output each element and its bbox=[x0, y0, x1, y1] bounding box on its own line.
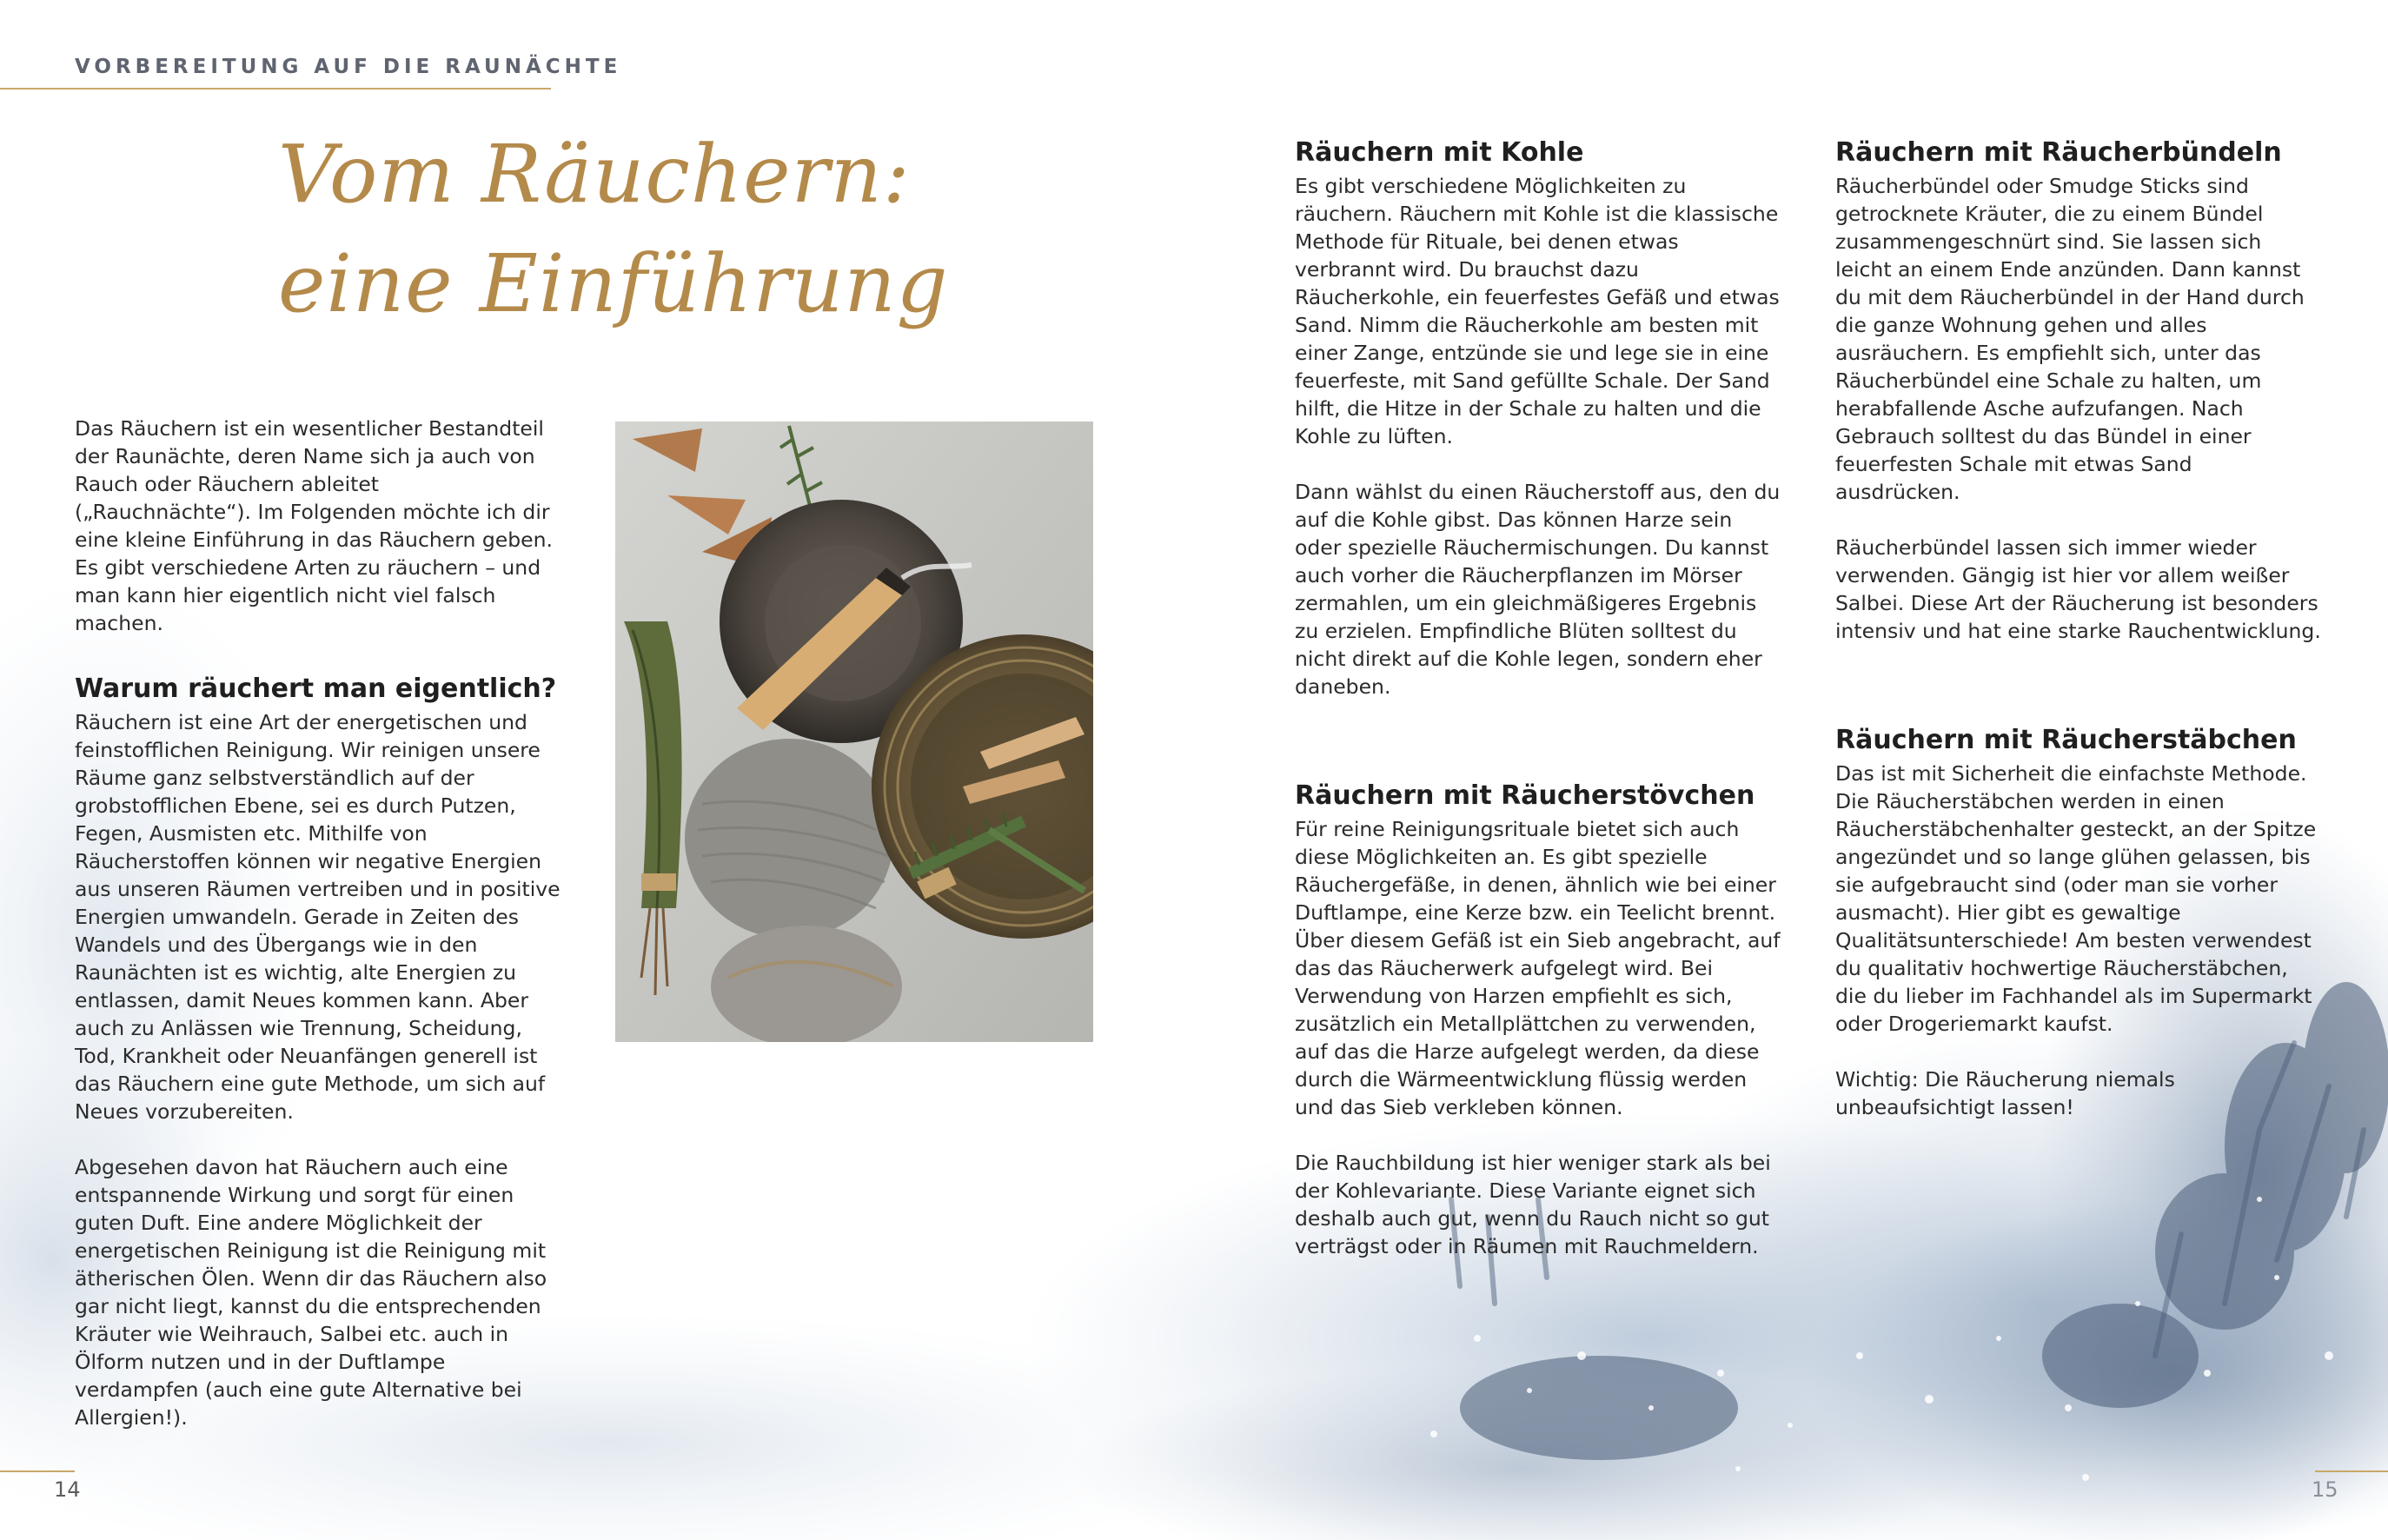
paragraph: Abgesehen davon hat Räuchern auch eine entspannende Wirkung und sorgt für einen guten Duft. Eine andere Möglichkeit der energetischen Reinigung ist die Reinigung mit ätherischen Ölen. Wenn dir das Räuchern also gar nicht liegt, kannst du die entsprechenden Kräuter wie Weihrauch, Salbei etc. auch in Ölform nutzen und in der Duftlampe verdampfen (auch eine gute Alternative bei Allergien!). bbox=[75, 1155, 547, 1430]
spacer bbox=[1835, 673, 2322, 723]
paragraph: Wichtig: Die Räucherung niemals unbeaufsichtigt lassen! bbox=[1835, 1067, 2175, 1119]
intro-paragraph bbox=[75, 415, 561, 665]
paragraph: Räucherbündel oder Smudge Sticks sind getrocknete Kräuter, die zu einem Bündel zusammengeschnürt sind. Sie lassen sich leicht an einem Ende anzünden. Dann kannst du mit dem Räucherbündel in der Hand durch die ganze Wohnung gehen und alles ausräuchern. Es empfiehlt sich, unter das Räucherbündel eine Schale zu halten, um herabfallende Asche aufzufangen. Nach Gebrauch solltest du das Bündel in einer feuerfesten Schale mit etwas Sand ausdrücken. bbox=[1835, 174, 2305, 504]
middle-column bbox=[1295, 136, 1781, 1288]
right-column bbox=[1835, 136, 2322, 1149]
section-heading-stoevchen: Räuchern mit Räucherstövchen bbox=[1295, 780, 1755, 811]
chapter-title bbox=[278, 120, 973, 339]
chapter-title-line-1: Vom Räuchern: bbox=[278, 128, 911, 221]
page-number-right: 15 bbox=[2312, 1477, 2338, 1502]
paragraph: Die Rauchbildung ist hier weniger stark als bei der Kohlevariante. Diese Variante eignet sich deshalb auch gut, wenn du Rauch nicht so gut verträgst oder in Räumen mit Rauchmeldern. bbox=[1295, 1151, 1771, 1258]
paragraph: Es gibt verschiedene Möglichkeiten zu räuchern. Räuchern mit Kohle ist die klassische Methode für Rituale, bei denen etwas verbrannt wird. Du brauchst dazu Räucherkohle, ein feuerfestes Gefäß und etwas Sand. Nimm die Räucherkohle am besten mit einer Zange, entzünde sie und lege sie in eine feuerfeste, mit Sand gefüllte Schale. Der Sand hilft, die Hitze in der Schale zu halten und die Kohle zu lüften. bbox=[1295, 174, 1780, 448]
section-heading-buendel: Räuchern mit Räucherbündeln bbox=[1835, 137, 2282, 168]
spacer bbox=[1295, 728, 1781, 779]
paragraph: Für reine Reinigungsrituale bietet sich auch diese Möglichkeiten an. Es gibt spezielle Räuchergefäße, in denen, ähnlich wie bei einer Duftlampe, eine Kerze bzw. ein Teelicht brennt. Über diesem Gefäß ist ein Sieb angebracht, auf das das Räucherwerk aufgelegt wird. Bei Verwendung von Harzen empfiehlt es sich, zusätzlich ein Metallplättchen zu verwenden, auf das die Harze aufgelegt werden, da diese durch die Wärmeentwicklung flüssig werden und das Sieb verkleben können. bbox=[1295, 817, 1781, 1119]
paragraph: Das ist mit Sicherheit die einfachste Methode. Die Räucherstäbchen werden in einen Räucherstäbchenhalter gesteckt, an der Spitze angezündet und so lange glühen gelassen, bis sie aufgebraucht sind (oder man sie vorher ausmacht). Hier gibt es gewaltige Qualitätsunterschiede! Am besten verwendest du qualitativ hochwertige Räucherstäbchen, die du lieber im Fachhandel als im Supermarkt oder Drogeriemarkt kaufst. bbox=[1835, 761, 2317, 1036]
paragraph: Räucherbündel lassen sich immer wieder verwenden. Gängig ist hier vor allem weißer Salbei. Diese Art der Räucherung ist besonders intensiv und hat eine starke Rauchentwicklung. bbox=[1835, 535, 2321, 643]
header-rule bbox=[0, 88, 551, 90]
paragraph: Dann wählst du einen Räucherstoff aus, den du auf die Kohle gibst. Das können Harze sein oder spezielle Räuchermischungen. Du kannst auch vorher die Räucherpflanzen im Mörser zermahlen, um ein gleichmäßigeres Ergebnis zu erzielen. Empfindliche Blüten solltest du nicht direkt auf die Kohle legen, sondern eher daneben. bbox=[1295, 480, 1781, 699]
chapter-title-line-2: eine Einführung bbox=[278, 237, 949, 330]
intro-text: Das Räuchern ist ein wesentlicher Bestandteil der Raunächte, deren Name sich ja auch von Rauch oder Räuchern ableitet („Rauchnächte“). Im Folgenden möchte ich dir eine kleine Einführung in das Räuchern geben. Es gibt verschiedene Arten zu räuchern – und man kann hier eigentlich nicht viel falsch machen. bbox=[75, 416, 553, 635]
incense-illustration bbox=[615, 422, 1093, 1042]
left-column bbox=[75, 672, 561, 1459]
page-number-left: 14 bbox=[54, 1477, 81, 1502]
incense-photo bbox=[615, 422, 1093, 1042]
running-head: VORBEREITUNG AUF DIE RAUNÄCHTE bbox=[75, 56, 622, 78]
footer-rule-left bbox=[0, 1470, 75, 1472]
section-heading-staebchen: Räuchern mit Räucherstäbchen bbox=[1835, 725, 2297, 755]
section-heading-kohle: Räuchern mit Kohle bbox=[1295, 137, 1584, 168]
section-heading-why: Warum räuchert man eigentlich? bbox=[75, 674, 557, 704]
footer-rule-right bbox=[2315, 1470, 2388, 1472]
paragraph: Räuchern ist eine Art der energetischen und feinstofflichen Reinigung. Wir reinigen unsere Räume ganz selbstverständlich auf der grobstofflichen Ebene, sei es durch Putzen, Fegen, Ausmisten etc. Mithilfe von Räucherstoffen können wir negative Energien aus unseren Räumen vertreiben und in positive Energien umwandeln. Gerade in Zeiten des Wandels und des Übergangs wie in den Raunächten ist es wichtig, alte Energien zu entlassen, damit Neues kommen kann. Aber auch zu Anlässen wie Trennung, Scheidung, Tod, Krankheit oder Neuanfängen generell ist das Räuchern eine gute Methode, um sich auf Neues vorzubereiten. bbox=[75, 710, 561, 1124]
